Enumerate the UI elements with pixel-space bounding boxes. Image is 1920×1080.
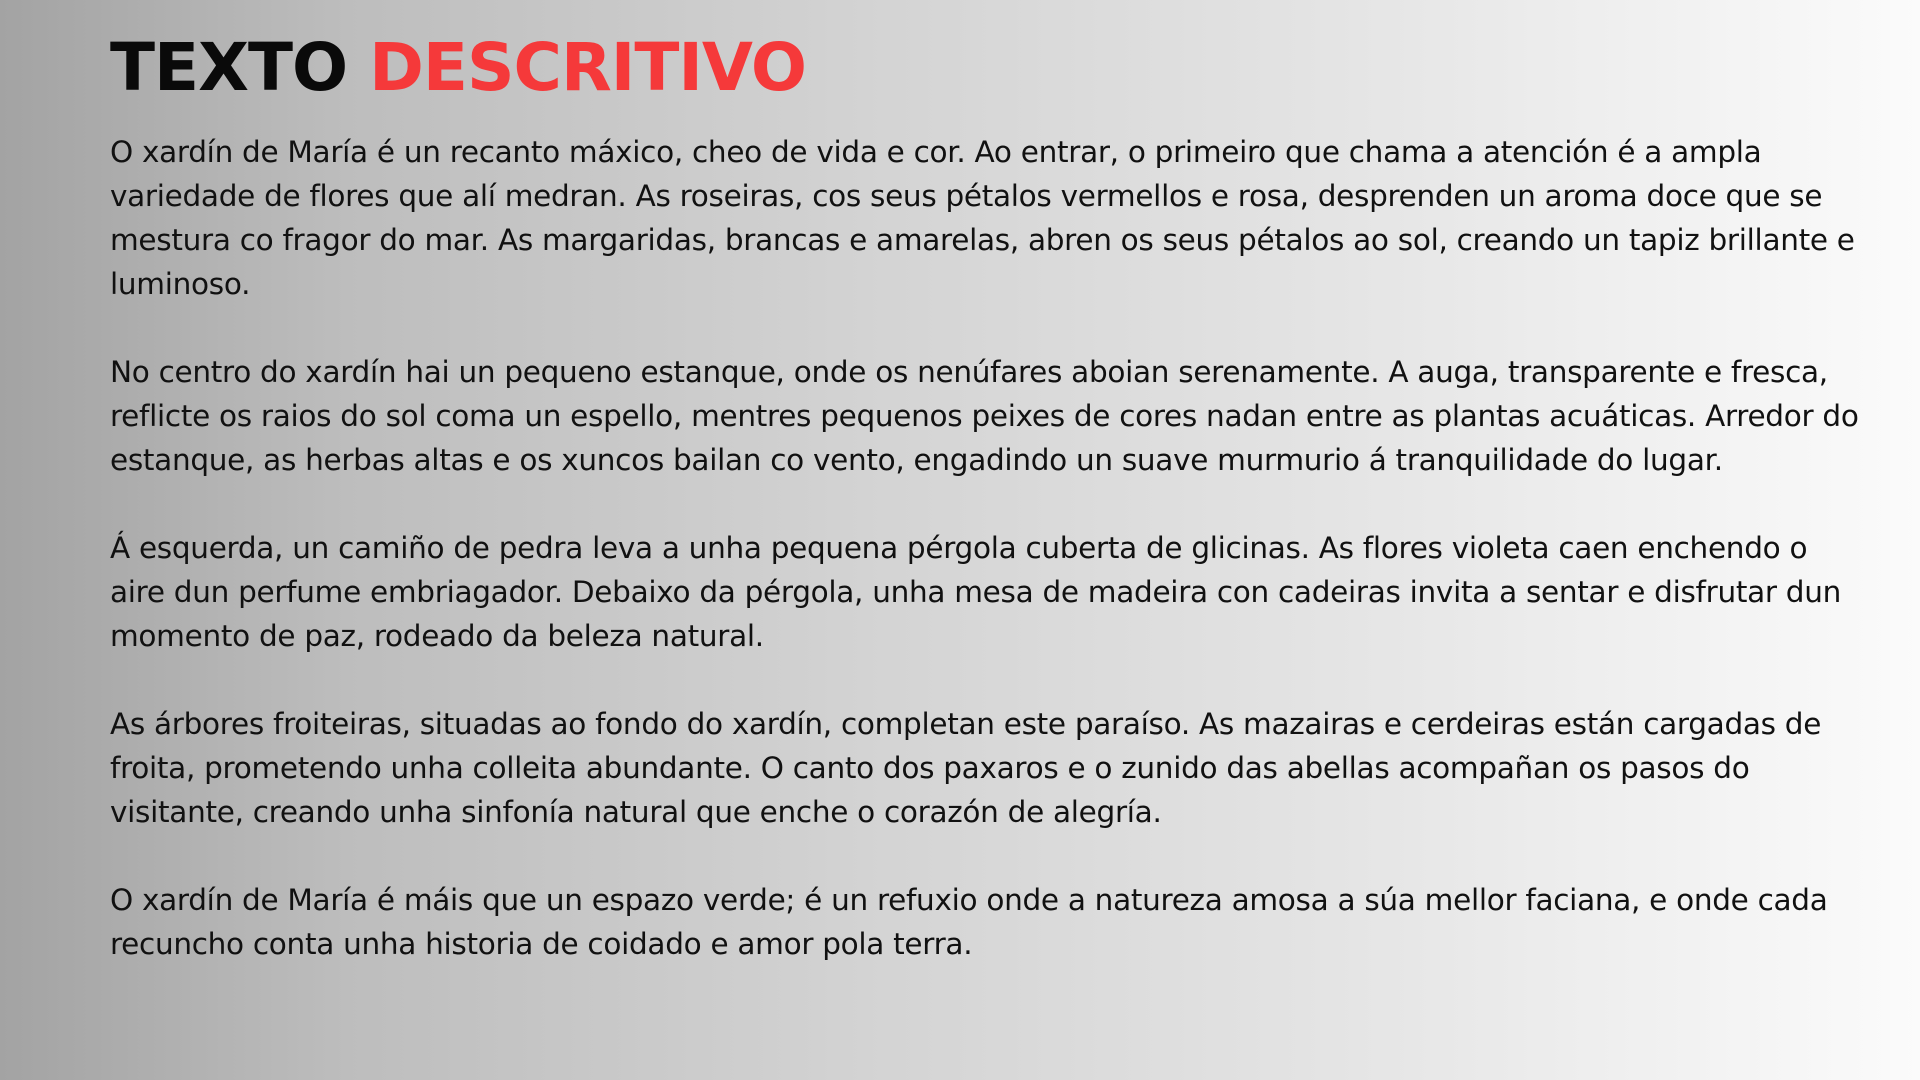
- paragraph-1: O xardín de María é un recanto máxico, cheo de vida e cor. Ao entrar, o primeiro que chama a atención é a ampla variedade de flores que alí medran. As roseiras, cos seus pétalos vermellos e rosa, desprenden un aroma doce que se mestura co fragor do mar. As margaridas, brancas e amarelas, abren os seus pétalos ao sol, creando un tapiz brillante e luminoso.: [110, 135, 1855, 301]
- document-page: [110, 28, 1870, 1010]
- title-word-accent: DESCRITIVO: [369, 29, 806, 106]
- page-title: [110, 28, 1870, 108]
- paragraph-5: O xardín de María é máis que un espazo verde; é un refuxio onde a natureza amosa a súa mellor faciana, e onde cada recuncho conta unha historia de coidado e amor pola terra.: [110, 883, 1828, 961]
- paragraph-3: Á esquerda, un camiño de pedra leva a unha pequena pérgola cuberta de glicinas. As flores violeta caen enchendo o aire dun perfume embriagador. Debaixo da pérgola, unha mesa de madeira con cadeiras invita a sentar e disfrutar dun momento de paz, rodeado da beleza natural.: [110, 531, 1842, 653]
- paragraph-2: No centro do xardín hai un pequeno estanque, onde os nenúfares aboian serenamente. A auga, transparente e fresca, reflicte os raios do sol coma un espello, mentres pequenos peixes de cores nadan entre as plantas acuáticas. Arredor do estanque, as herbas altas e os xuncos bailan co vento, engadindo un suave murmurio á tranquilidade do lugar.: [110, 355, 1859, 477]
- paragraph-4: As árbores froiteiras, situadas ao fondo do xardín, completan este paraíso. As mazairas e cerdeiras están cargadas de froita, prometendo unha colleita abundante. O canto dos paxaros e o zunido das abellas acompañan os pasos do visitante, creando unha sinfonía natural que enche o corazón de alegría.: [110, 707, 1822, 829]
- title-word-main: TEXTO: [110, 29, 348, 106]
- body-text: [110, 130, 1870, 966]
